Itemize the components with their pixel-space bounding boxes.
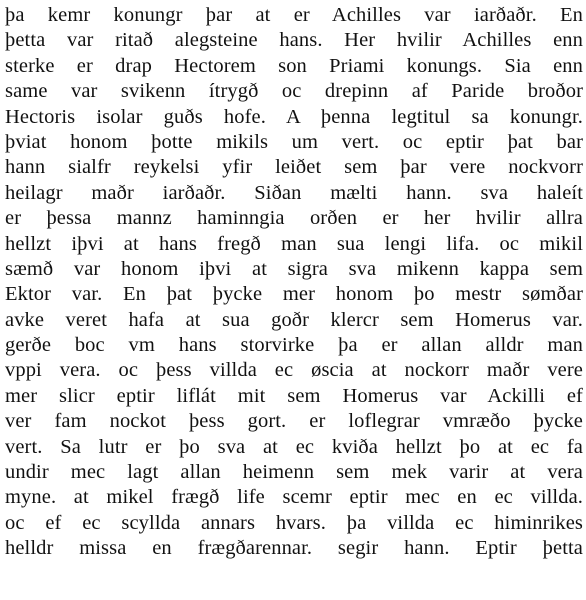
text-line-7: hann sialfr reykelsi yfir leiðet sem þar vere nockvorr <box>5 156 583 179</box>
text-line-8: heilagr maðr iarðaðr. Siðan mælti hann. sva haleít <box>5 181 583 204</box>
text-line-14: gerðe boc vm hans storvirke þa er allan alldr man <box>5 334 583 357</box>
text-line-2: þetta var ritað alegsteine hans. Her hvilir Achilles enn <box>5 29 583 52</box>
text-line-3: sterke er drap Hectorem son Priami konungs. Sia enn <box>5 54 583 77</box>
text-line-1: þa kemr konungr þar at er Achilles var iarðaðr. En <box>5 4 583 26</box>
text-line-21: oc ef ec scyllda annars hvars. þa villda ec himinrikes <box>5 511 583 534</box>
text-line-13: avke veret hafa at sua goðr klercr sem Homerus var. <box>5 308 583 331</box>
text-line-19: undir mec lagt allan heimenn sem mek varir at vera <box>5 461 583 484</box>
text-line-18: vert. Sa lutr er þo sva at ec kviða hellzt þo at ec fa <box>5 435 583 458</box>
text-line-10: hellzt iþvi at hans fregð man sua lengi lifa. oc mikil <box>5 232 583 255</box>
text-line-17: ver fam nockot þess gort. er loflegrar vmræðo þycke <box>5 410 583 433</box>
text-block <box>5 3 583 562</box>
text-line-22: helldr missa en frægðarennar. segir hann. Eptir þetta <box>5 537 583 560</box>
text-line-5: Hectoris isolar guðs hofe. A þenna legtitul sa konungr. <box>5 105 583 128</box>
text-line-9: er þessa mannz haminngia orðen er her hvilir allra <box>5 207 583 230</box>
text-line-12: Ektor var. En þat þycke mer honom þo mestr sømðar <box>5 283 583 306</box>
text-line-20: myne. at mikel frægð life scemr eptir mec en ec villda. <box>5 486 583 509</box>
text-line-6: þviat honom þotte mikils um vert. oc eptir þat bar <box>5 130 583 153</box>
text-line-16: mer slicr eptir liflát mit sem Homerus var Ackilli ef <box>5 384 583 407</box>
text-line-4: same var svikenn ítrygð oc drepinn af Paride broðor <box>5 80 583 103</box>
text-line-11: sæmð var honom iþvi at sigra sva mikenn kappa sem <box>5 257 583 280</box>
text-line-15: vppi vera. oc þess villda ec øscia at nockorr maðr vere <box>5 359 583 382</box>
